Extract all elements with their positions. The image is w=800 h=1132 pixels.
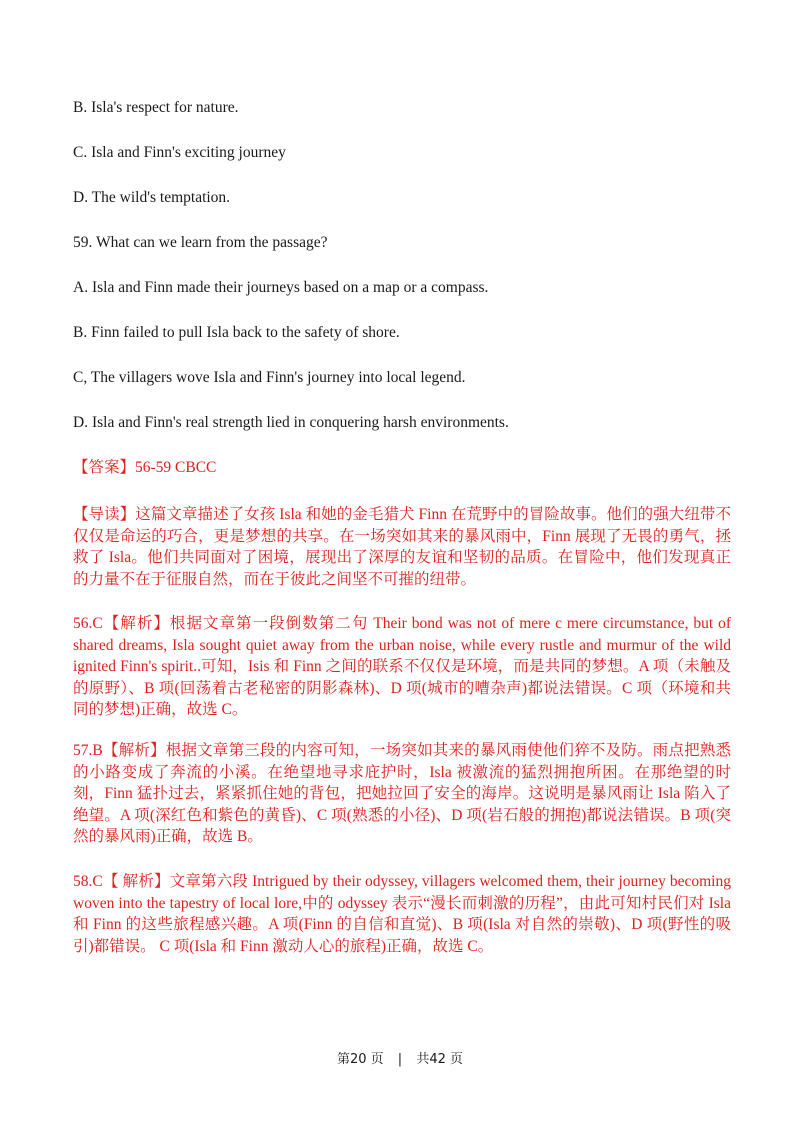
page-number: 第20 页: [336, 1052, 384, 1067]
guide-paragraph: 【导读】这篇文章描述了女孩 Isla 和她的金毛猎犬 Finn 在荒野中的冒险故事。他们的强大纽带不仅仅是命运的巧合，更是梦想的共享。在一场突如其来的暴风雨中，Finn 展现了无畏的勇气，拯救了 Isla。他们共同面对了困境，展现出了深厚的友谊和坚韧的品质。在冒险中，他们发现真正的力量不在于征服自然，而在于彼此之间坚不可摧的纽带。: [73, 506, 731, 588]
explanation-56: 56.C【解析】根据文章第一段倒数第二句 Their bond was not of mere c mere circumstance, but of shared dreams, Isla sought quiet away from the urban noise, while every rustle and murmur of the wild ignited Finn's spirit..可知，Isis 和 Finn 之间的联系不仅仅是环境，而是共同的梦想。A 项（未触及的原野）、B 项(回荡着古老秘密的阴影森林)、D 项(城市的嘈杂声)都说法错误。C 项（环境和共同的梦想)正确，故选 C。: [73, 615, 731, 719]
answer-key: 【答案】56-59 CBCC: [73, 459, 217, 476]
option-58-b: B. Isla's respect for nature.: [73, 99, 239, 116]
total-pages: 共42 页: [416, 1052, 464, 1067]
option-59-d: D. Isla and Finn's real strength lied in conquering harsh environments.: [73, 414, 509, 431]
option-59-a: A. Isla and Finn made their journeys based on a map or a compass.: [73, 279, 489, 296]
explanation-58: 58.C【 解析】文章第六段 Intrigued by their odyssey, villagers welcomed them, their journey becoming woven into the tapestry of local lore,中的 odyssey 表示“漫长而刺激的历程”，由此可知村民们对 Isla 和 Finn 的这些旅程感兴趣。A 项(Finn 的自信和直觉)、B 项(Isla 对自然的崇敬)、D 项(野性的吸引)都错误。 C 项(Isla 和 Finn 激动人心的旅程)正确，故选 C。: [73, 873, 731, 955]
question-59: 59. What can we learn from the passage?: [73, 234, 328, 251]
footer-separator: |: [397, 1052, 403, 1067]
option-59-b: B. Finn failed to pull Isla back to the safety of shore.: [73, 324, 400, 341]
page-footer: [0, 1048, 800, 1067]
option-58-c: C. Isla and Finn's exciting journey: [73, 144, 286, 161]
option-58-d: D. The wild's temptation.: [73, 189, 231, 206]
option-59-c: C, The villagers wove Isla and Finn's journey into local legend.: [73, 369, 466, 386]
explanation-57: 57.B【解析】根据文章第三段的内容可知，一场突如其来的暴风雨使他们猝不及防。雨点把熟悉的小路变成了奔流的小溪。在绝望地寻求庇护时，Isla 被激流的猛烈拥抱所困。在那绝望的时刻，Finn 猛扑过去，紧紧抓住她的背包，把她拉回了安全的海岸。这说明是暴风雨让 Isla 陷入了绝望。A 项(深红色和紫色的黄昏)、C 项(熟悉的小径)、D 项(岩石般的拥抱)都说法错误。B 项(突然的暴风雨)正确，故选 B。: [73, 742, 731, 846]
